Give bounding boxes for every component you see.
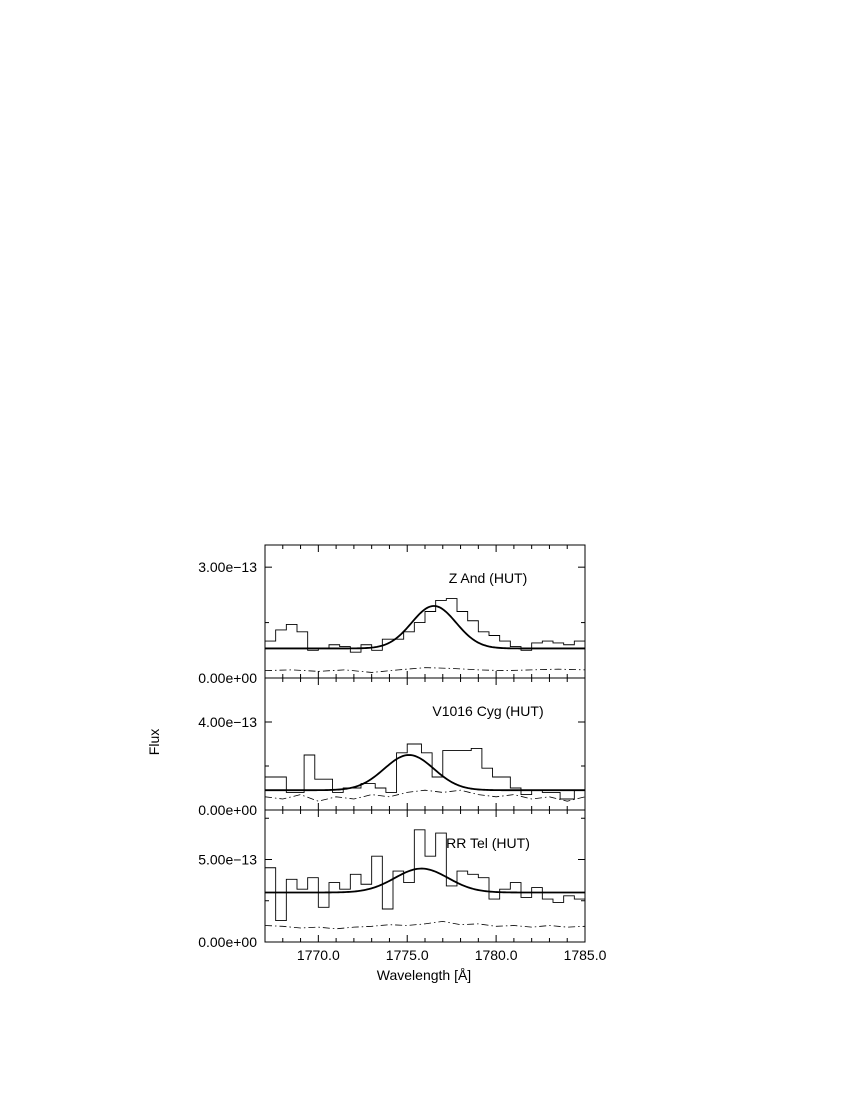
gaussian-fit-line [265,869,585,893]
panel-label: V1016 Cyg (HUT) [432,703,544,719]
y-tick-label: 0.00e+00 [198,670,257,686]
data-histogram [265,599,585,653]
panel-label: Z And (HUT) [448,570,528,586]
y-tick-label: 3.00e−13 [198,559,257,576]
panel-1 [198,545,585,686]
error-dashdot-line [265,921,585,928]
error-dashdot-line [265,790,585,801]
panel-3 [198,810,606,963]
panel-label: RR Tel (HUT) [446,835,530,851]
y-tick-label: 4.00e−13 [198,714,257,730]
x-tick-label: 1775.0 [385,947,429,963]
data-histogram [265,830,585,921]
gaussian-fit-line [265,755,585,790]
error-dashdot-line [265,668,585,673]
y-tick-label: 0.00e+00 [198,802,257,818]
x-tick-label: 1770.0 [296,947,340,963]
panels-group [198,545,606,963]
panel-2 [198,678,585,818]
x-tick-label: 1780.0 [474,947,518,963]
x-tick-label: 1785.0 [563,947,607,963]
y-tick-label: 5.00e−13 [198,851,257,868]
y-axis-label: Flux [146,728,162,756]
x-axis-label: Wavelength [Å] [376,967,472,983]
y-tick-label: 0.00e+00 [198,934,257,950]
